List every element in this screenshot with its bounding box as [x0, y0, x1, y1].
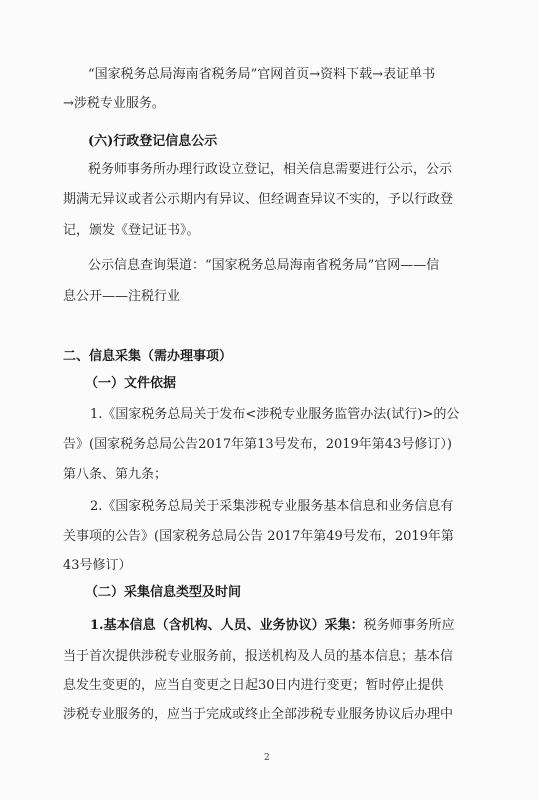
- basis-item-2-line-3: 43号修订）: [63, 558, 132, 573]
- basic-info-label: 1.基本信息（含机构、人员、业务协议）采集：: [90, 618, 364, 633]
- basis-item-2-line-1: 2.《国家税务总局关于采集涉税专业服务基本信息和业务信息有: [90, 499, 454, 514]
- section-2-heading: 二、信息采集（需办理事项）: [63, 349, 233, 364]
- publicity-para-line-3: 记，颁发《登记证书》。: [63, 223, 200, 238]
- basic-info-line-4: 涉税专业服务的，应当于完成或终止全部涉税专业服务协议后办理中: [63, 707, 454, 722]
- section-6-heading: (六)行政登记信息公示: [88, 134, 218, 149]
- legal-basis-heading: （一）文件依据: [85, 376, 177, 391]
- website-path-line-2: →涉税专业服务。: [63, 96, 165, 111]
- query-channel-line-2: 息公开——注税行业: [63, 289, 181, 304]
- basis-item-1-line-3: 第八条、第九条；: [63, 467, 168, 482]
- info-types-heading: （二）采集信息类型及时间: [85, 585, 242, 600]
- publicity-para-line-1: 税务师事务所办理行政设立登记，相关信息需要进行公示，公示: [88, 162, 453, 177]
- query-channel-line-1: 公示信息查询渠道：“国家税务总局海南省税务局”官网——信: [88, 258, 440, 273]
- basic-info-line-3: 息发生变更的，应当自变更之日起30日内进行变更；暂时停止提供: [63, 678, 444, 693]
- basis-item-1-line-1: 1.《国家税务总局关于发布<涉税专业服务监管办法(试行)>的公: [90, 407, 460, 422]
- basic-info-line-2: 当于首次提供涉税专业服务前，报送机构及人员的基本信息；基本信: [63, 649, 454, 664]
- basic-info-line-1-text: 税务师事务所应: [363, 618, 455, 633]
- basic-info-line-1: [90, 618, 455, 634]
- basis-item-2-line-2: 关事项的公告》(国家税务总局公告 2017年第49号发布，2019年第: [63, 529, 454, 544]
- publicity-para-line-2: 期满无异议或者公示期内有异议、但经调查异议不实的，予以行政登: [63, 192, 454, 207]
- basis-item-1-line-2: 告》(国家税务总局公告2017年第13号发布，2019年第43号修订）): [63, 437, 452, 452]
- page-number: 2: [264, 753, 270, 763]
- website-path-line-1: “国家税务总局海南省税务局”官网首页→资料下载→表证单书: [88, 67, 436, 82]
